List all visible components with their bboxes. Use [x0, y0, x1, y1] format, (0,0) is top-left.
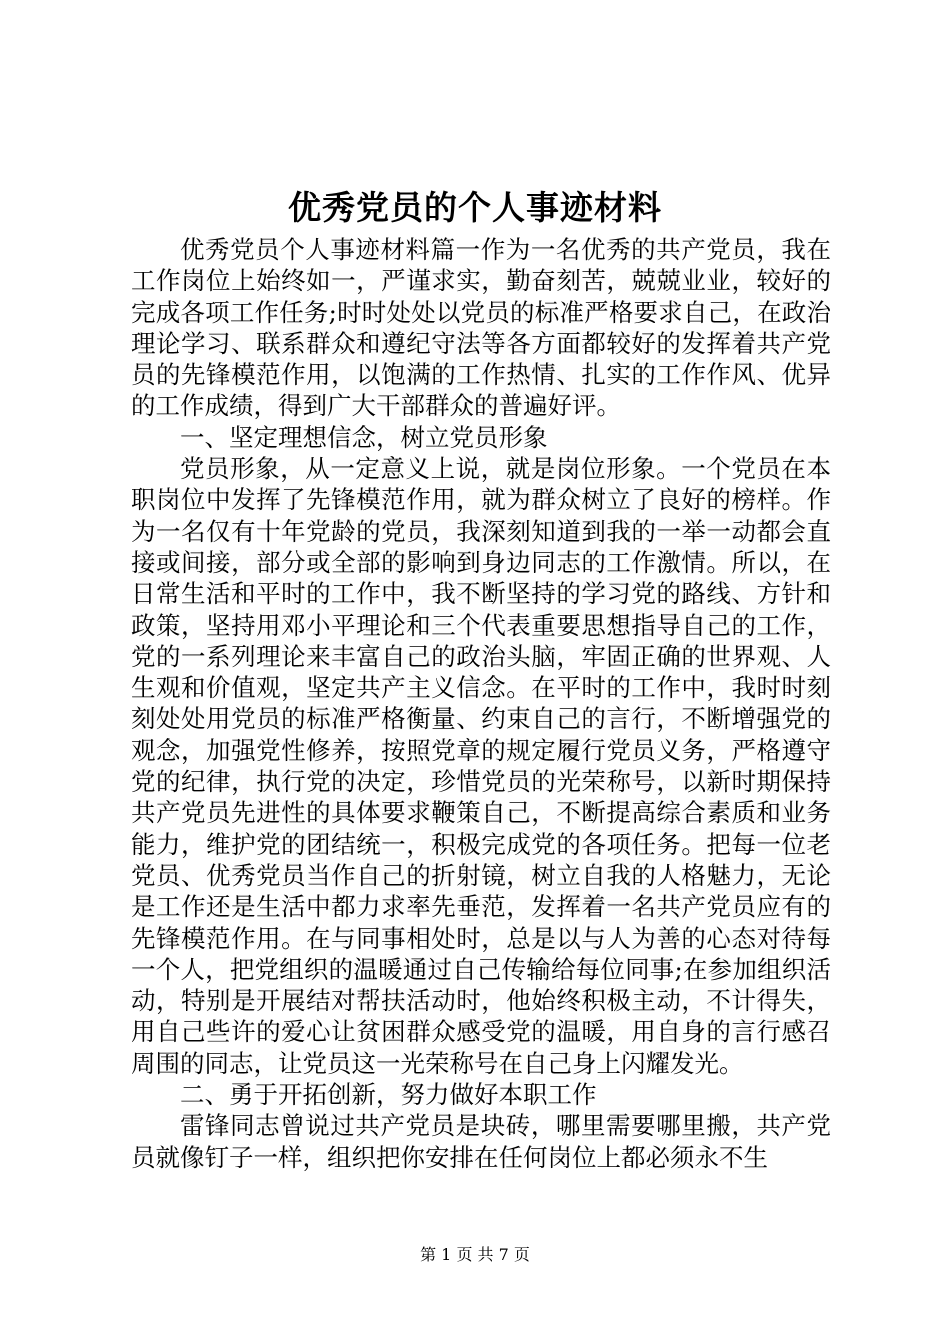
paragraph-section-1: 党员形象，从一定意义上说，就是岗位形象。一个党员在本职岗位中发挥了先锋模范作用，就为群众树立了良好的榜样。作为一名仅有十年党龄的党员，我深刻知道到我的一举一动都会直接或间接，部分或全部的影响到身边同志的工作激情。所以，在日常生活和平时的工作中，我不断坚持的学习党的路线、方针和政策，坚持用邓小平理论和三个代表重要思想指导自己的工作，党的一系列理论来丰富自己的政治头脑，牢固正确的世界观、人生观和价值观，坚定共产主义信念。在平时的工作中，我时时刻刻处处用党员的标准严格衡量、约束自己的言行，不断增强党的观念，加强党性修养，按照党章的规定履行党员义务，严格遵守党的纪律，执行党的决定，珍惜党员的光荣称号，以新时期保持共产党员先进性的具体要求鞭策自己，不断提高综合素质和业务能力，维护党的团结统一，积极完成党的各项任务。把每一位老党员、优秀党员当作自己的折射镜，树立自我的人格魅力，无论是工作还是生活中都力求率先垂范，发挥着一名共产党员应有的先锋模范作用。在与同事相处时，总是以与人为善的心态对待每一个人，把党组织的温暖通过自己传输给每位同事;在参加组织活动，特别是开展结对帮扶活动时，他始终积极主动，不计得失，用自己些许的爱心让贫困群众感受党的温暖，用自身的言行感召周围的同志，让党员这一光荣称号在自己身上闪耀发光。 [131, 454, 831, 1078]
section-heading-2: 二、勇于开拓创新，努力做好本职工作 [180, 1080, 597, 1110]
paragraph-section-2: 雷锋同志曾说过共产党员是块砖，哪里需要哪里搬，共产党员就像钉子一样，组织把你安排在任何岗位上都必须永不生 [131, 1111, 831, 1172]
paragraph-intro: 优秀党员个人事迹材料篇一作为一名优秀的共产党员，我在工作岗位上始终如一，严谨求实，勤奋刻苦，兢兢业业，较好的完成各项工作任务;时时处处以党员的标准严格要求自己，在政治理论学习、联系群众和遵纪守法等各方面都较好的发挥着共产党员的先锋模范作用，以饱满的工作热情、扎实的工作作风、优异的工作成绩，得到广大干部群众的普遍好评。 [131, 235, 831, 421]
section-heading-1: 一、坚定理想信念，树立党员形象 [180, 422, 548, 452]
page-footer: 第 1 页 共 7 页 [420, 1245, 530, 1264]
document-title: 优秀党员的个人事迹材料 [288, 188, 662, 227]
document-body [131, 234, 831, 1173]
